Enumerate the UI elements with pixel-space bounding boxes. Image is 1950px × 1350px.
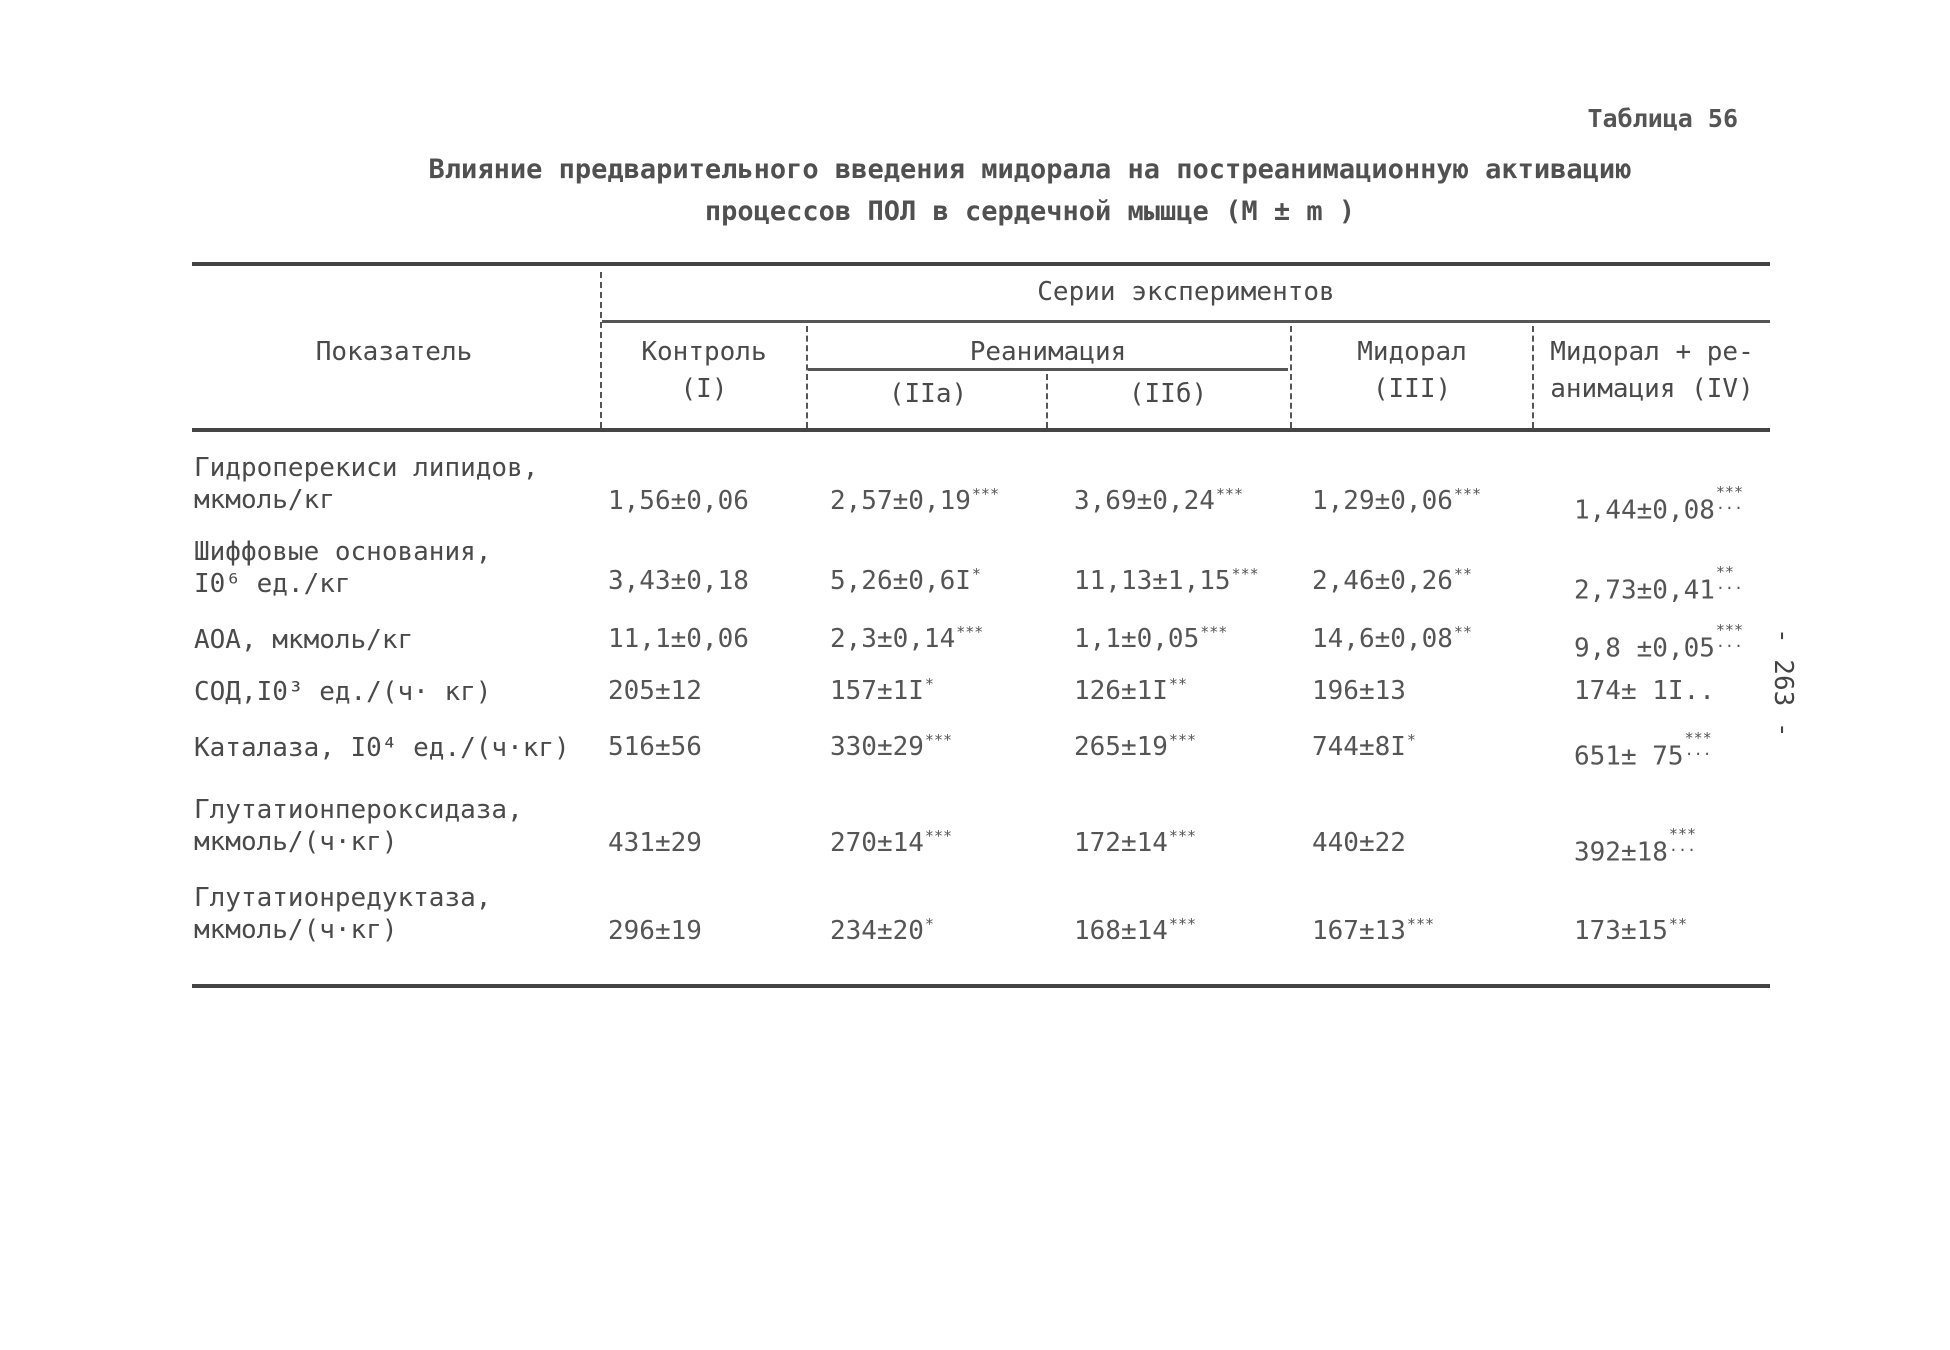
table-cell xyxy=(1312,486,1481,516)
cell-value: 392±18 xyxy=(1574,837,1668,868)
significance-mark: ** xyxy=(1453,565,1472,584)
cell-value: 516±56 xyxy=(608,732,702,762)
significance-mark: *** xyxy=(1231,565,1259,584)
cell-value: 330±29 xyxy=(830,732,924,762)
header-midoral: Мидорал (III) xyxy=(1357,337,1467,404)
cell-value: 11,1±0,06 xyxy=(608,624,749,654)
header-reanimation-b: (IIб) xyxy=(1128,379,1208,409)
row-label: АОА, мкмоль/кг xyxy=(194,625,414,655)
significance-mark: *** xyxy=(1453,485,1481,504)
table-cell xyxy=(1574,729,1712,772)
table-title-line1: Влияние предварительного введения мидорала на постреанимационную активацию xyxy=(428,154,1632,185)
row-label: Гидроперекиси липидов, мкмоль/кг xyxy=(194,453,539,515)
header-bottom-rule xyxy=(192,428,1770,432)
significance-mark: *** xyxy=(1215,485,1243,504)
table-cell xyxy=(608,916,702,946)
table-cell xyxy=(1574,483,1743,526)
row-label: Шиффовые основания, I0⁶ ед./кг xyxy=(194,537,492,599)
cell-value: 1,44±0,08 xyxy=(1574,495,1715,526)
table-cell xyxy=(1074,828,1196,858)
cell-value: 1,29±0,06 xyxy=(1312,486,1453,516)
table-cell xyxy=(608,486,749,516)
table-bottom-rule xyxy=(192,984,1770,988)
table-cell xyxy=(830,624,983,654)
table-cell xyxy=(608,566,749,596)
cell-value: 174± 1I.. xyxy=(1574,676,1715,706)
table-cell xyxy=(1574,916,1687,946)
table-cell xyxy=(1574,621,1743,664)
cell-value: 2,73±0,41 xyxy=(1574,575,1715,606)
table-cell xyxy=(1074,624,1227,654)
cell-value: 173±15 xyxy=(1574,916,1668,946)
cell-value: 196±13 xyxy=(1312,676,1406,706)
table-cell xyxy=(1074,676,1187,706)
cell-value: 440±22 xyxy=(1312,828,1406,858)
table-top-rule xyxy=(192,262,1770,266)
table-cell xyxy=(1312,732,1416,762)
table-cell xyxy=(608,624,749,654)
significance-mark: *** xyxy=(1168,827,1197,846)
row-label: Каталаза, I0⁴ ед./(ч·кг) xyxy=(194,733,570,763)
significance-mark: *** xyxy=(1168,731,1197,750)
header-midoral-reanimation: Мидорал + ре- анимация (IV) xyxy=(1550,337,1754,404)
table-cell xyxy=(1074,916,1196,946)
table-cell xyxy=(1074,486,1243,516)
significance-mark: * xyxy=(971,565,981,584)
cell-value: 296±19 xyxy=(608,916,702,946)
significance-mark: ** xyxy=(1168,675,1187,694)
cell-value: 2,57±0,19 xyxy=(830,486,971,516)
cell-value: 172±14 xyxy=(1074,828,1168,858)
significance-mark: *** xyxy=(956,623,984,642)
cell-value: 167±13 xyxy=(1312,916,1406,946)
table-cell xyxy=(830,916,934,946)
table-cell xyxy=(1312,566,1472,596)
significance-mark: *** ... xyxy=(1684,729,1712,759)
significance-mark: *** xyxy=(1406,915,1435,934)
header-control: Контроль (I) xyxy=(641,337,767,404)
header-indicator: Показатель xyxy=(315,337,473,367)
significance-mark: ** xyxy=(1668,915,1687,934)
significance-mark: *** xyxy=(924,827,953,846)
cell-value: 2,3±0,14 xyxy=(830,624,956,654)
row-label: СОД,I0³ ед./(ч· кг) xyxy=(194,677,492,707)
significance-mark: *** ... xyxy=(1715,483,1743,513)
significance-mark: *** xyxy=(1200,623,1228,642)
significance-mark: * xyxy=(1406,731,1416,750)
table-cell xyxy=(1312,624,1472,654)
significance-mark: *** xyxy=(971,485,999,504)
table-cell xyxy=(830,486,999,516)
cell-value: 205±12 xyxy=(608,676,702,706)
cell-value: 1,56±0,06 xyxy=(608,486,749,516)
cell-value: 234±20 xyxy=(830,916,924,946)
table-cell xyxy=(830,732,952,762)
table-cell xyxy=(830,566,981,596)
table-cell xyxy=(608,732,702,762)
table-cell xyxy=(608,828,702,858)
significance-mark: * xyxy=(924,675,934,694)
table-cell xyxy=(1312,916,1434,946)
cell-value: 431±29 xyxy=(608,828,702,858)
series-rule xyxy=(602,320,1770,323)
table-cell xyxy=(608,676,702,706)
cell-value: 3,43±0,18 xyxy=(608,566,749,596)
row-label: Глутатионпероксидаза, мкмоль/(ч·кг) xyxy=(194,795,523,857)
significance-mark: *** xyxy=(924,731,953,750)
cell-value: 265±19 xyxy=(1074,732,1168,762)
table-cell xyxy=(830,676,934,706)
header-reanimation-a: (IIа) xyxy=(888,379,968,409)
cell-value: 168±14 xyxy=(1074,916,1168,946)
cell-value: 651± 75 xyxy=(1574,741,1684,772)
table-number: Таблица 56 xyxy=(1587,104,1738,133)
table-cell xyxy=(1074,566,1259,596)
cell-value: 9,8 ±0,05 xyxy=(1574,633,1715,664)
cell-value: 11,13±1,15 xyxy=(1074,566,1231,596)
significance-mark: *** ... xyxy=(1715,621,1743,651)
table-cell xyxy=(1074,732,1196,762)
significance-mark: *** xyxy=(1168,915,1197,934)
cell-value: 3,69±0,24 xyxy=(1074,486,1215,516)
table-cell xyxy=(830,828,952,858)
table-title-line2: процессов ПОЛ в сердечной мышце (М ± m ) xyxy=(704,196,1356,227)
row-label: Глутатионредуктаза, мкмоль/(ч·кг) xyxy=(194,883,492,945)
cell-value: 270±14 xyxy=(830,828,924,858)
header-reanimation: Реанимация xyxy=(969,337,1127,367)
cell-value: 5,26±0,6I xyxy=(830,566,971,596)
significance-mark: ** xyxy=(1453,623,1472,642)
cell-value: 2,46±0,26 xyxy=(1312,566,1453,596)
table-cell xyxy=(1312,828,1406,858)
page-number: - 263 - xyxy=(1768,628,1798,738)
table-cell xyxy=(1312,676,1406,706)
table-cell xyxy=(1574,563,1743,606)
significance-mark: ** ... xyxy=(1715,563,1743,593)
table-cell xyxy=(1574,825,1697,868)
table-cell xyxy=(1574,676,1715,706)
cell-value: 126±1I xyxy=(1074,676,1168,706)
cell-value: 1,1±0,05 xyxy=(1074,624,1200,654)
significance-mark: * xyxy=(924,915,934,934)
cell-value: 744±8I xyxy=(1312,732,1406,762)
cell-value: 14,6±0,08 xyxy=(1312,624,1453,654)
significance-mark: *** ... xyxy=(1668,825,1697,855)
cell-value: 157±1I xyxy=(830,676,924,706)
header-series: Серии экспериментов xyxy=(1037,277,1335,307)
